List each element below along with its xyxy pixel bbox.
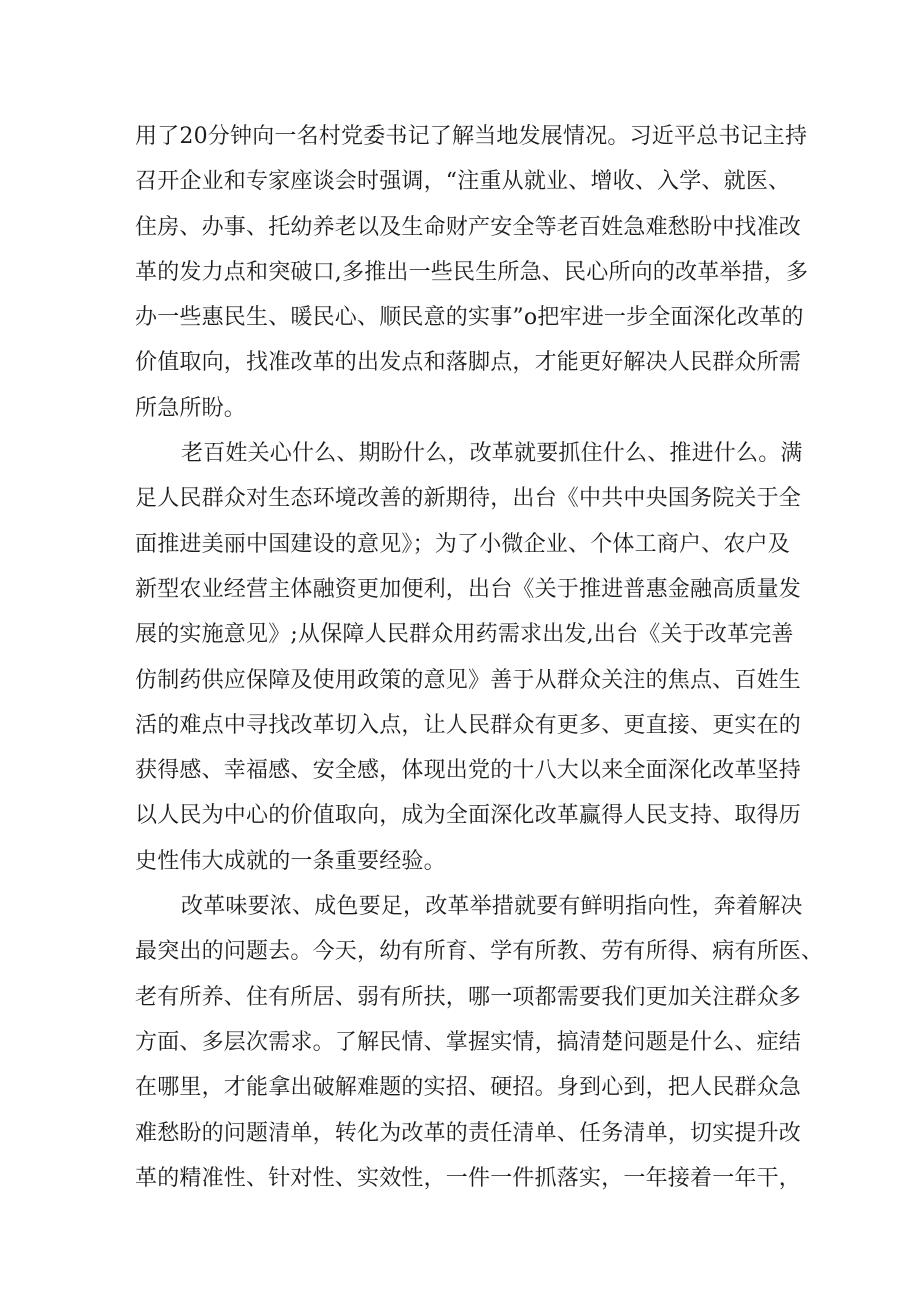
text-line: 所急所盼。 [135,395,247,421]
text-line: 以人民为中心的价值取向，成为全面深化改革赢得人民支持、取得历 [135,803,802,829]
text-line: 获得感、幸福感、安全感，体现出党的十八大以来全面深化改革坚持 [135,758,802,784]
text-line: 革的发力点和突破口,多推出一些民生所急、民心所向的改革举措，多 [135,259,809,285]
text-line: 方面、多层次需求。了解民情、掌握实情，搞清楚问题是什么、症结 [135,1029,802,1055]
text-line: 展的实施意见》;从保障人民群众用药需求出发,出台《关于改革完善 [135,622,794,648]
text-line: 召开企业和专家座谈会时强调，“注重从就业、增收、入学、就医、 [135,169,791,195]
text-line: 价值取向，找准改革的出发点和落脚点，才能更好解决人民群众所需 [135,350,802,376]
document-body [135,114,824,1201]
text-line: 难愁盼的问题清单，转化为改革的责任清单、任务清单，切实提升改 [135,1120,802,1146]
paragraph-3 [135,884,824,1201]
text-line: 活的难点中寻找改革切入点，让人民群众有更多、更直接、更实在的 [135,712,802,738]
text-line: 足人民群众对生态环境改善的新期待，出台《中共中央国务院关于全 [135,486,802,512]
text-line: 革的精准性、针对性、实效性，一件一件抓落实，一年接着一年干， [135,1165,802,1191]
paragraph-1 [135,114,809,431]
text-line: 最突出的问题去。今天，幼有所育、学有所教、劳有所得、病有所医、 [135,939,824,965]
text-line: 改革味要浓、成色要足，改革举措就要有鲜明指向性，奔着解决 [181,894,803,920]
text-line: 住房、办事、托幼养老以及生命财产安全等老百姓急难愁盼中找准改 [135,214,802,240]
text-line: 办一些惠民生、暖民心、顺民意的实事”o把牢进一步全面深化改革的 [135,305,804,331]
text-line: 仿制药供应保障及使用政策的意见》善于从群众关注的焦点、百姓生 [135,667,802,693]
text-line: 新型农业经营主体融资更加便利，出台《关于推进普惠金融高质量发 [135,576,802,602]
text-line: 老百姓关心什么、期盼什么，改革就要抓住什么、推进什么。满 [181,441,803,467]
paragraph-2 [135,431,803,884]
text-line: 史性伟大成就的一条重要经验。 [135,848,446,874]
text-line: 在哪里，才能拿出破解难题的实招、硬招。身到心到，把人民群众急 [135,1075,802,1101]
text-line: 用了20分钟向一名村党委书记了解当地发展情况。习近平总书记主持 [135,124,808,149]
text-line: 老有所养、住有所居、弱有所扶，哪一项都需要我们更加关注群众多 [135,984,802,1010]
text-line: 面推进美丽中国建设的意见》；为了小微企业、个体工商户、农户及 [135,531,791,557]
